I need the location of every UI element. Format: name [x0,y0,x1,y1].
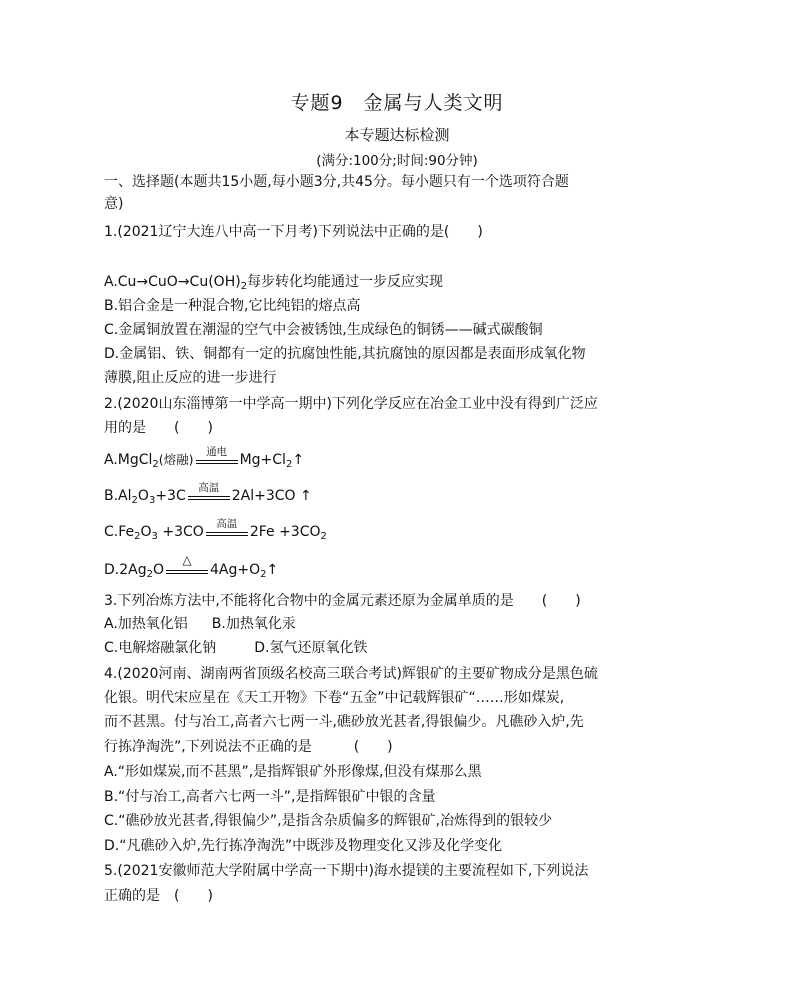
page-subtitle: 本专题达标检测 [344,126,450,144]
q4-stem: 4.(2020河南、湖南两省顶级名校高三联合考试)辉银矿的主要矿物成分是黑色硫 [104,666,598,682]
reaction-arrow: 通电 [194,450,240,470]
q3-options-cd: C.电解熔融氯化钠 D.氢气还原氧化铁 [104,640,368,656]
q4-stem-cont-3: 行拣净淘洗”,下列说法不正确的是 ( ) [104,739,393,755]
q3-stem: 3.下列冶炼方法中,不能将化合物中的金属元素还原为金属单质的是 ( ) [104,593,581,609]
q5-stem: 5.(2021安徽师范大学附属中学高一下期中)海水提镁的主要流程如下,下列说法 [104,863,589,879]
q4-option-b: B.“付与冶工,高者六七两一斗”,是指辉银矿中银的含量 [104,789,436,805]
q1-option-d: D.金属铝、铁、铜都有一定的抗腐蚀性能,其抗腐蚀的原因都是表面形成氧化物 [104,346,586,362]
reaction-arrow: 高温 [186,486,232,506]
q1-option-b: B.铝合金是一种混合物,它比纯铝的熔点高 [104,298,361,314]
q1-stem: 1.(2021辽宁大连八中高一下月考)下列说法中正确的是( ) [104,224,483,240]
q4-option-a: A.“形如煤炭,而不甚黑”,是指辉银矿外形像煤,但没有煤那么黑 [104,764,482,780]
reaction-arrow: △ [164,560,210,580]
q1-option-d-cont: 薄膜,阻止反应的进一步进行 [104,370,277,386]
q4-stem-cont-1: 化银。明代宋应星在《天工开物》下卷“五金”中记载辉银矿“……形如煤炭, [104,690,565,706]
q2-stem: 2.(2020山东淄博第一中学高一期中)下列化学反应在冶金工业中没有得到广泛应 [104,396,598,412]
q1-option-a: $A.Cu\to CuO\to Cu(OH)_2$每步转化均能通过一步反应实现 [104,274,444,292]
score-info: (满分:100分;时间:90分钟) [316,153,478,169]
q2-option-a: A.MgCl$_2$(熔融) 通电 $Mg+Cl_2↑$ [104,446,305,470]
reaction-arrow: 高温 [204,522,250,542]
q3-options-ab: A.加热氧化铝 B.加热氧化汞 [104,616,296,632]
q4-option-d: D.“凡礁砂入炉,先行拣净淘洗”中既涉及物理变化又涉及化学变化 [104,838,503,854]
page-title: 专题9 金属与人类文明 [290,92,504,114]
section-heading-cont: 意) [104,196,124,212]
q4-option-c: C.“礁砂放光甚者,得银偏少”,是指含杂质偏多的辉银矿,冶炼得到的银较少 [104,813,553,829]
q2-option-b: $B.Al_2O_3+3C$ 高温 2Al+3CO ↑ [104,482,312,506]
section-heading: 一、选择题(本题共15小题,每小题3分,共45分。每小题只有一个选项符合题 [104,174,569,190]
q1-option-c: C.金属铜放置在潮湿的空气中会被锈蚀,生成绿色的铜锈——碱式碳酸铜 [104,322,543,338]
q2-option-c: $C.Fe_2O_3 +3CO$ 高温 $2Fe +3CO_2$ [104,518,327,542]
q5-stem-cont: 正确的是 ( ) [104,888,213,904]
q4-stem-cont-2: 而不甚黑。付与冶工,高者六七两一斗,礁砂放光甚者,得银偏少。凡礁砂入炉,先 [104,714,584,730]
q2-stem-cont: 用的是 ( ) [104,420,213,436]
q2-option-d: $D.2Ag_2O$ △ $4Ag+O_2↑$ [104,553,279,580]
